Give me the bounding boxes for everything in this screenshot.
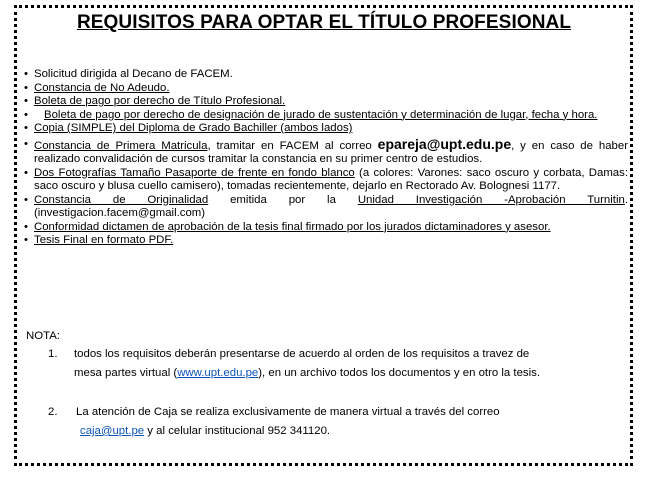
- note-item: [48, 345, 618, 383]
- note-line: y al celular institucional 952 341120.: [144, 425, 331, 437]
- note-line: La atención de Caja se realiza exclusivamente de manera virtual a través del correo: [76, 406, 500, 418]
- note-number: 2.: [48, 406, 58, 418]
- note-item: [48, 403, 618, 441]
- requirement-text: Boleta de pago por derecho de Título Profesional.: [34, 95, 286, 107]
- bullet-icon: •: [24, 234, 28, 246]
- bullet-icon: •: [24, 95, 28, 107]
- email-link[interactable]: epareja@upt.edu.pe: [377, 135, 512, 152]
- bullet-icon: •: [24, 193, 28, 206]
- requirement-text: . (investigacion.facem@gmail.com): [34, 193, 628, 219]
- requirement-text: (a colores: Varones: saco oscuro y corbata, Damas: saco oscuro y blusa cuello camisero), tomadas recientemente, dejarlo en Rectorado Av. Bolognesi 1177.: [34, 166, 629, 192]
- list-item: [24, 95, 628, 109]
- list-item: [24, 194, 628, 221]
- list-item: [24, 109, 628, 123]
- requirement-text: Boleta de pago por derecho de designación de jurado de sustentación y determinación de lugar, fecha y hora.: [44, 108, 598, 121]
- requirement-underlined: Constancia de Originalidad: [34, 193, 209, 206]
- requirement-text: Solicitud dirigida al Decano de FACEM.: [34, 68, 233, 80]
- list-item: [24, 68, 628, 82]
- requirement-text: , tramitar en FACEM al correo: [207, 139, 378, 152]
- email-link[interactable]: caja@upt.pe: [80, 425, 145, 437]
- website-link[interactable]: www.upt.edu.pe: [177, 367, 259, 379]
- bullet-icon: •: [24, 108, 28, 121]
- page-title: REQUISITOS PARA OPTAR EL TÍTULO PROFESIONAL: [76, 12, 572, 33]
- list-item: [24, 135, 629, 167]
- bullet-icon: •: [24, 220, 28, 233]
- requirement-text: emitida por la: [208, 193, 358, 206]
- list-item: [24, 234, 628, 248]
- requirement-text: , y en caso de haber realizado convalidación de cursos tramitar la constancia en su primer centro de estudios.: [34, 139, 629, 165]
- list-item: [24, 221, 628, 235]
- bullet-icon: •: [24, 68, 28, 80]
- note-number: 1.: [48, 348, 58, 360]
- requirement-text: Tesis Final en formato PDF.: [34, 234, 174, 246]
- note-line: todos los requisitos deberán presentarse de acuerdo al orden de los requisitos a travez de: [74, 348, 530, 360]
- bullet-icon: •: [24, 137, 28, 150]
- note-line: ), en un archivo todos los documentos y en otro la tesis.: [258, 367, 541, 379]
- note-line: mesa partes virtual (: [74, 367, 178, 379]
- bullet-icon: •: [24, 122, 28, 134]
- nota-label: NOTA:: [26, 330, 60, 342]
- list-item: [24, 122, 628, 136]
- requirement-text: Constancia de No Adeudo.: [34, 81, 170, 94]
- requirement-text: Copia (SIMPLE) del Diploma de Grado Bachiller (ambos lados): [34, 122, 353, 134]
- bullet-icon: •: [24, 81, 28, 94]
- requirements-list: [24, 68, 628, 248]
- requirement-text: Conformidad dictamen de aprobación de la tesis final firmado por los jurados dictaminadores y asesor.: [34, 220, 551, 233]
- list-item: [24, 167, 628, 194]
- bullet-icon: •: [24, 166, 28, 179]
- requirement-underlined: Constancia de Primera Matricula: [34, 139, 208, 152]
- requirement-underlined: Unidad Investigación -Aprobación Turnitin: [357, 193, 625, 206]
- requirement-underlined: Dos Fotografías Tamaño Pasaporte de frente en fondo blanco: [34, 166, 355, 179]
- list-item: [24, 82, 628, 96]
